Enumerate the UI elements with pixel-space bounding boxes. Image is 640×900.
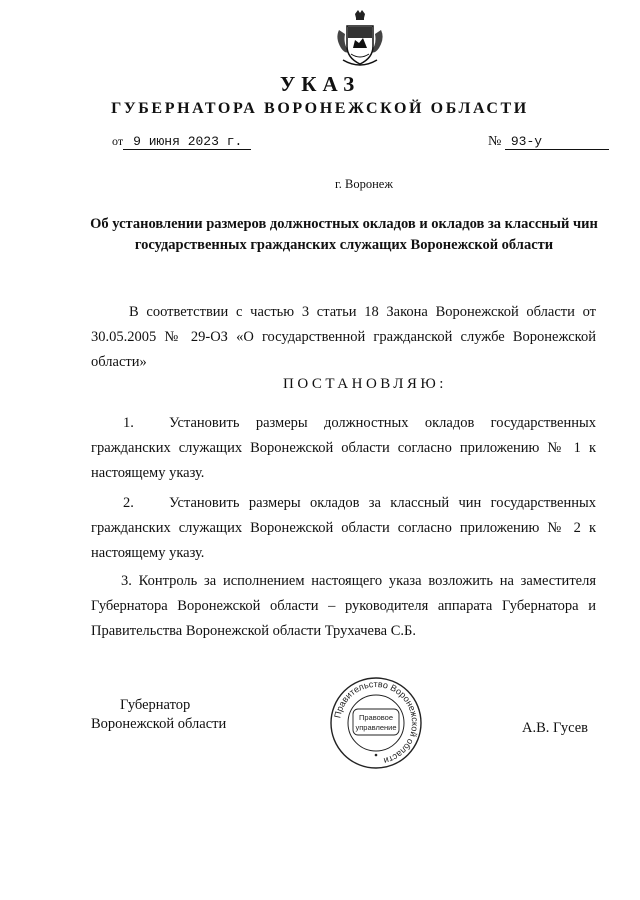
position-line-1: Губернатор <box>120 697 191 713</box>
number-prefix: № <box>488 134 502 149</box>
signatory-position <box>91 696 226 734</box>
item-text: Установить размеры должностных окладов государственных гражданских служащих Воронежской области согласно приложению № 1 к настоящему указу. <box>91 415 596 481</box>
stamp-center-line-1: Правовое <box>358 713 394 722</box>
item-number: 3. <box>121 573 132 589</box>
preamble-paragraph <box>91 300 596 375</box>
item-text: Контроль за исполнением настоящего указа возложить на заместителя Губернатора Воронежской области – руководителя аппарата Губернатора и Правительства Воронежской области Трухачева С.Б. <box>91 573 596 639</box>
resolve-heading: ПОСТАНОВЛЯЮ: <box>283 376 447 392</box>
date-value: 9 июня 2023 г. <box>123 134 251 150</box>
number-field <box>488 134 609 150</box>
city-line: г. Воронеж <box>335 177 393 191</box>
stamp-ring-text: Правительство Воронежской области <box>332 678 421 767</box>
item-text: Установить размеры окладов за классный чин государственных гражданских служащих Воронежской области согласно приложению № 2 к настоящему указу. <box>91 495 596 561</box>
stamp-center-line-2: управление <box>355 723 397 732</box>
signatory-name: А.В. Гусев <box>522 720 588 736</box>
preamble-text: В соответствии с частью 3 статьи 18 Закона Воронежской области от 30.05.2005 № 29-ОЗ «О государственной гражданской службе Воронежской области» <box>91 304 596 370</box>
item-paragraph <box>91 491 596 566</box>
item-paragraph <box>91 411 596 486</box>
coat-of-arms-icon <box>333 8 387 70</box>
date-field <box>112 134 251 150</box>
item-number: 2. <box>123 495 134 511</box>
document-subtitle: ГУБЕРНАТОРА ВОРОНЕЖСКОЙ ОБЛАСТИ <box>111 100 529 117</box>
document-heading: Об установлении размеров должностных окладов и окладов за классный чин государственных гражданских служащих Воронежской области <box>90 216 598 253</box>
position-line-2: Воронежской области <box>91 716 227 732</box>
item-number: 1. <box>123 415 134 431</box>
date-prefix: от <box>112 134 124 148</box>
item-paragraph <box>91 569 596 644</box>
approval-stamp <box>329 676 423 770</box>
number-value: 93-у <box>505 134 609 150</box>
document-title: УКАЗ <box>279 72 361 96</box>
